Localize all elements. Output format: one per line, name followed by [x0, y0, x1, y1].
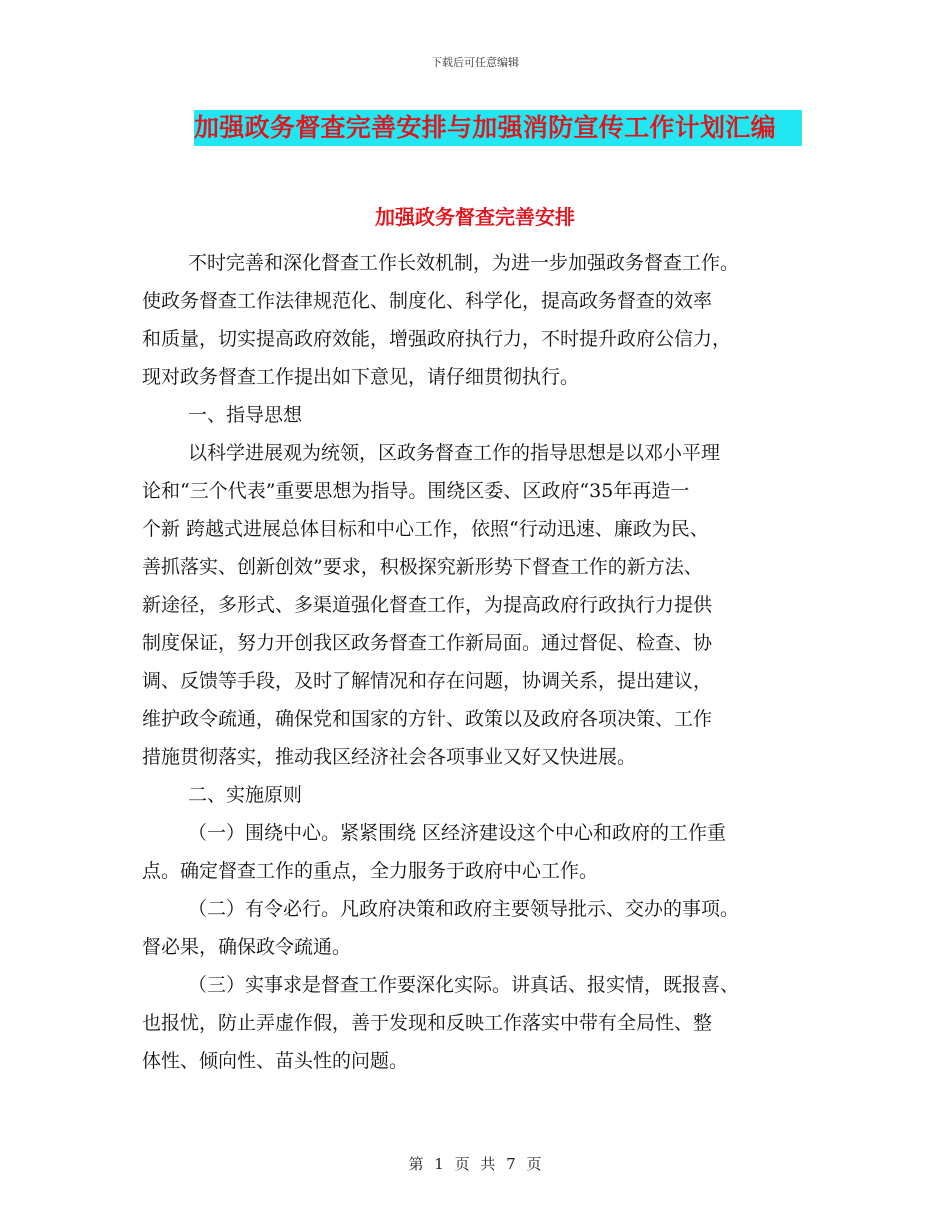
- paragraph-line: （二）有令必行。凡政府决策和政府主要领导批示、交办的事项。: [188, 898, 740, 920]
- main-title: 加强政务督查完善安排与加强消防宣传工作计划汇编: [194, 113, 776, 142]
- paragraph-line: 个新 跨越式进展总体目标和中心工作，依照“行动迅速、廉政为民、: [142, 518, 709, 540]
- heading-guiding-thought: 一、指导思想: [188, 404, 303, 426]
- heading-principles: 二、实施原则: [188, 784, 303, 806]
- paragraph-line: 使政务督查工作法律规范化、制度化、科学化，提高政务督查的效率: [142, 290, 713, 312]
- paragraph-line: 督必果，确保政令疏通。: [142, 936, 352, 958]
- body-text: [142, 244, 812, 1080]
- paragraph-line: 点。确定督查工作的重点，全力服务于政府中心工作。: [142, 860, 599, 882]
- paragraph-line: 新途径，多形式、多渠道强化督查工作，为提高政府行政执行力提供: [142, 594, 713, 616]
- page-footer: 第 1 页 共 7 页: [408, 1155, 542, 1173]
- paragraph-line: 和质量，切实提高政府效能，增强政府执行力，不时提升政府公信力，: [142, 328, 732, 350]
- section-title: 加强政务督查完善安排: [375, 205, 575, 229]
- paragraph-line: 论和“三个代表”重要思想为指导。围绕区委、区政府“35年再造一: [142, 480, 690, 502]
- paragraph-line: 不时完善和深化督查工作长效机制，为进一步加强政务督查工作。: [188, 252, 740, 274]
- header-note: 下载后可任意编辑: [431, 56, 519, 69]
- paragraph-line: 善抓落实、创新创效”要求，积极探究新形势下督查工作的新方法、: [142, 556, 703, 578]
- paragraph-line: 以科学进展观为统领，区政务督查工作的指导思想是以邓小平理: [188, 442, 721, 464]
- paragraph-line: 也报忧，防止弄虚作假，善于发现和反映工作落实中带有全局性、整: [142, 1012, 713, 1034]
- paragraph-line: 维护政令疏通，确保党和国家的方针、政策以及政府各项决策、工作: [142, 708, 713, 730]
- paragraph-line: 措施贯彻落实，推动我区经济社会各项事业又好又快进展。: [142, 746, 637, 768]
- paragraph-line: 体性、倾向性、苗头性的问题。: [142, 1050, 409, 1072]
- paragraph-line: 现对政务督查工作提出如下意见，请仔细贯彻执行。: [142, 366, 580, 388]
- paragraph-line: （三）实事求是督查工作要深化实际。讲真话、报实情，既报喜、: [188, 974, 740, 996]
- paragraph-line: 调、反馈等手段，及时了解情况和存在问题，协调关系，提出建议，: [142, 670, 713, 692]
- main-title-highlight: [194, 110, 802, 146]
- paragraph-line: 制度保证，努力开创我区政务督查工作新局面。通过督促、检查、协: [142, 632, 713, 654]
- paragraph-line: （一）围绕中心。紧紧围绕 区经济建设这个中心和政府的工作重: [188, 822, 727, 844]
